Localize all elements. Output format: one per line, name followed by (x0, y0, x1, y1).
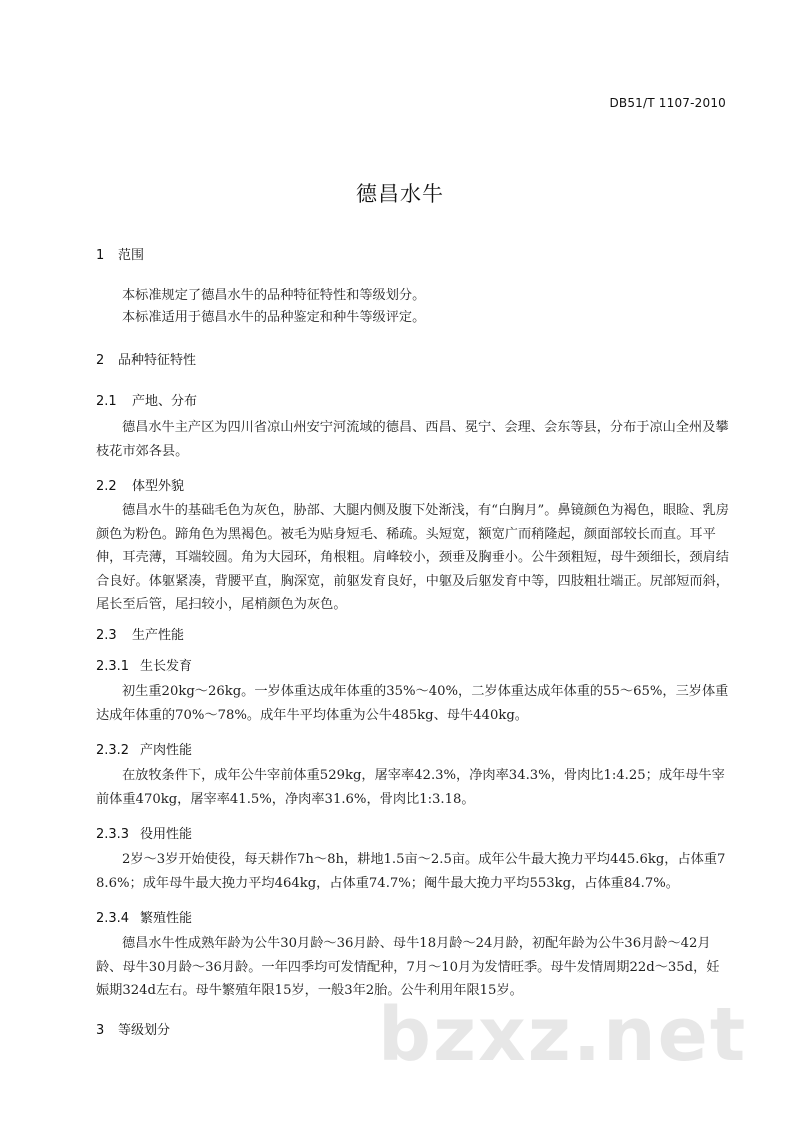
section-number: 3 (96, 1023, 105, 1038)
section-title: 等级划分 (118, 1023, 171, 1038)
section-heading-2-3-2 (96, 739, 192, 758)
section-number: 2.1 (96, 394, 117, 409)
section-number: 2.3.1 (96, 659, 130, 674)
section-number: 2.3.2 (96, 743, 130, 758)
section-title: 生产性能 (132, 628, 185, 643)
scope-line-2: 本标准适用于德昌水牛的品种鉴定和种牛等级评定。 (122, 310, 426, 325)
section-title: 生长发育 (140, 659, 193, 674)
section-number: 1 (96, 248, 105, 263)
section-heading-3 (96, 1019, 170, 1038)
section-number: 2.3.4 (96, 911, 130, 926)
section-heading-2 (96, 349, 196, 368)
scope-line-1: 本标准规定了德昌水牛的品种特征特性和等级划分。 (122, 288, 426, 303)
paragraph-draft-performance: 2岁～3岁开始使役，每天耕作7h～8h，耕地1.5亩～2.5亩。成年公牛最大挽力平均445.6kg，占体重78.6%；成年母牛最大挽力平均464kg，占体重74.7%；阉牛最大挽力平均553kg，占体重84.7%。 (96, 852, 726, 891)
section-heading-2-3-4 (96, 907, 192, 926)
section-heading-2-3-3 (96, 823, 192, 842)
section-heading-2-1 (96, 390, 197, 409)
paragraph-meat-performance: 在放牧条件下，成年公牛宰前体重529kg，屠宰率42.3%，净肉率34.3%，骨肉比1:4.25；成年母牛宰前体重470kg，屠宰率41.5%，净肉率31.6%，骨肉比1:3.18。 (96, 768, 725, 807)
section-title: 品种特征特性 (118, 353, 197, 368)
section-title: 繁殖性能 (140, 911, 193, 926)
section-heading-1 (96, 244, 144, 263)
section-number: 2.2 (96, 479, 117, 494)
section-title: 产地、分布 (132, 394, 198, 409)
paragraph-growth: 初生重20kg～26kg。一岁体重达成年体重的35%～40%，二岁体重达成年体重的55～65%，三岁体重达成年体重的70%～78%。成年牛平均体重为公牛485kg、母牛440kg。 (96, 684, 729, 723)
section-number: 2.3.3 (96, 827, 130, 842)
paragraph-reproduction: 德昌水牛性成熟年龄为公牛30月龄～36月龄、母牛18月龄～24月龄，初配年龄为公牛36月龄～42月龄、母牛30月龄～36月龄。一年四季均可发情配种，7月～10月为发情旺季。母牛发情周期22d～35d，妊娠期324d左右。母牛繁殖年限15岁，一般3年2胎。公牛利用年限15岁。 (96, 936, 720, 999)
paragraph-appearance: 德昌水牛的基础毛色为灰色，胁部、大腿内侧及腹下处渐浅，有“白胸月”。鼻镜颜色为褐色，眼睑、乳房颜色为粉色。蹄角色为黑褐色。被毛为贴身短毛、稀疏。头短宽，额宽广而稍隆起，颜面部较长而直。耳平伸，耳壳薄，耳端较圆。角为大园环，角根粗。肩峰较小，颈垂及胸垂小。公牛颈粗短，母牛颈细长，颈肩结合良好。体躯紧凑，背腰平直，胸深宽，前躯发育良好，中躯及后躯发育中等，四肢粗壮端正。尻部短而斜，尾长至后管，尾扫较小，尾梢颜色为灰色。 (96, 503, 729, 613)
section-heading-2-3-1 (96, 655, 192, 674)
paragraph-origin-distribution: 德昌水牛主产区为四川省凉山州安宁河流域的德昌、西昌、冕宁、会理、会东等县，分布于凉山全州及攀枝花市郊各县。 (96, 420, 729, 459)
section-title: 役用性能 (140, 827, 193, 842)
section-title: 产肉性能 (140, 743, 193, 758)
section-number: 2 (96, 353, 105, 368)
watermark: bzxz.net (378, 992, 748, 1078)
section-heading-2-3 (96, 624, 184, 643)
standard-code: DB51/T 1107-2010 (609, 96, 726, 110)
section-title: 范围 (118, 248, 145, 263)
section-title: 体型外貌 (132, 479, 185, 494)
document-title: 德昌水牛 (356, 182, 444, 206)
section-number: 2.3 (96, 628, 117, 643)
section-heading-2-2 (96, 475, 184, 494)
